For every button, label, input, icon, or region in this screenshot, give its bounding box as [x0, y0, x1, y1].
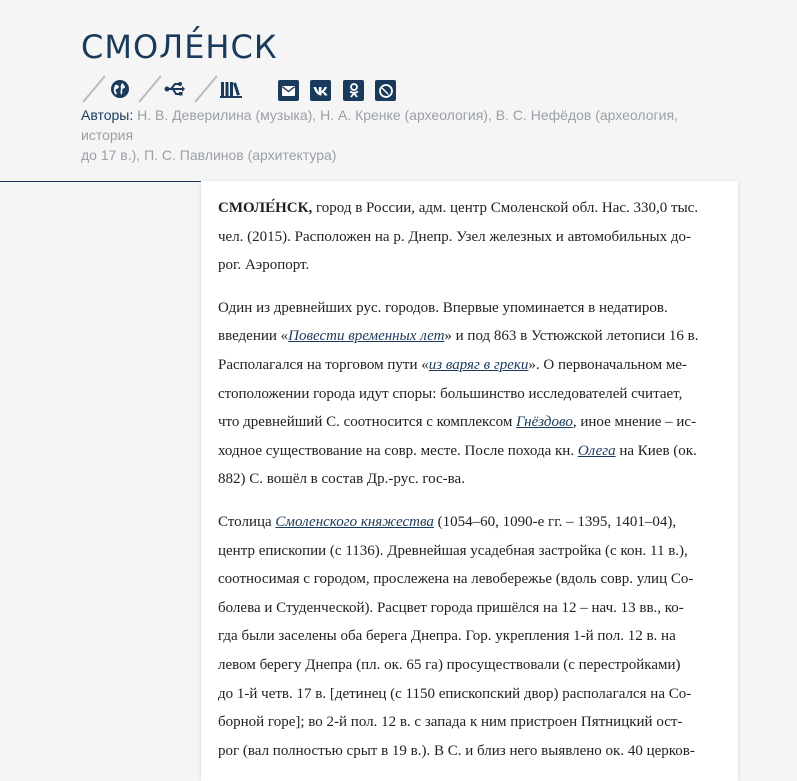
text-line: Столица	[218, 513, 276, 530]
text-line: чел. (2015). Расположен на р. Днепр. Узел железных и автомобильных до-	[218, 228, 691, 245]
link-gnezdovo[interactable]: Гнёздово	[516, 414, 573, 431]
authors	[81, 105, 721, 165]
text-line: что древнейший С. соотносится с комплексом	[218, 414, 517, 431]
authors-names: Н. В. Деверилина (музыка), Н. А. Кренке (археология), В. С. Нефёдов (археология, история	[81, 107, 678, 143]
headword: СМОЛЕ́НСК,	[218, 200, 313, 216]
text-line: рог. Аэропорт.	[218, 257, 310, 274]
text-line: город в России, адм. центр Смоленской обл. Нас. 330,0 тыс.	[312, 200, 699, 216]
divider-slash	[194, 75, 217, 102]
text-line: ». О первоначальном ме-	[528, 356, 688, 373]
text-line: рог (вал полностью срыт в 19 в.). В С. и близ него выявлено ок. 40 церков-	[218, 742, 695, 759]
text-line: ходное существование на совр. месте. После похода кн.	[218, 442, 578, 459]
text-line: соотносимая с городом, прослежена на левобережье (вдоль совр. улиц Со-	[218, 571, 694, 588]
usb-share-icon[interactable]	[164, 78, 186, 100]
odnoklassniki-icon[interactable]	[343, 80, 364, 101]
text-line: Один из древнейших рус. городов. Впервые упоминается в недатиров.	[218, 299, 668, 316]
text-line: 882) С. вошёл в состав Др.-рус. гос-ва.	[218, 471, 465, 488]
text-line: центр епископии (с 1136). Древнейшая усадебная застройка (с кон. 11 в.),	[218, 542, 688, 559]
authors-line: до 17 в.), П. С. Павлинов (архитектура)	[81, 147, 337, 163]
text-line: до 1-й четв. 17 в. [детинец (с 1150 епископский двор) располагался на Со-	[218, 685, 692, 702]
text-line: на Киев (ок.	[615, 442, 697, 459]
divider-slash	[82, 75, 105, 102]
text-line: борной горе]; во 2-й пол. 12 в. с запада к ним пристроен Пятницкий ост-	[218, 714, 683, 731]
text-line: введении «	[218, 328, 289, 345]
vk-icon[interactable]	[310, 80, 331, 101]
text-line: левом берегу Днепра (пл. ок. 65 га) просуществовали (с перестройками)	[218, 656, 681, 673]
authors-label: Авторы:	[81, 107, 134, 123]
globe-icon[interactable]	[109, 78, 131, 100]
livejournal-icon[interactable]	[375, 80, 396, 101]
link-smolenskoe-knyazhestvo[interactable]: Смоленского княжества	[275, 513, 434, 530]
text-line: » и под 863 в Устюжской летописи 16 в.	[444, 328, 699, 345]
link-oleg[interactable]: Олега	[577, 442, 616, 459]
mail-icon[interactable]	[278, 80, 299, 101]
article-header	[81, 25, 761, 163]
paragraph	[218, 294, 720, 494]
link-iz-varyag-v-greki[interactable]: из варяг в греки	[428, 356, 529, 373]
divider-slash	[138, 75, 161, 102]
text-line: (1054–60, 1090-е гг. – 1395, 1401–04),	[433, 513, 677, 530]
text-line: болева и Студенческой). Расцвет города пришёлся на 12 – нач. 13 вв., ко-	[218, 599, 684, 616]
authors-line	[81, 105, 721, 145]
page-title: СМОЛЕ́НСК	[81, 28, 278, 66]
paragraph	[218, 194, 720, 280]
text-line: , иное мнение – ис-	[572, 414, 697, 431]
text-line: стоположении города идут споры: большинство исследователей считает,	[218, 385, 683, 402]
link-povest-vremennykh-let[interactable]: Повести временных лет	[288, 328, 445, 345]
paragraph	[218, 508, 720, 765]
text-line: гда были заселены оба берега Днепра. Гор. укрепления 1-й пол. 12 в. на	[218, 628, 676, 645]
text-line: Располагался на торговом пути «	[218, 356, 429, 373]
article-body	[201, 181, 738, 781]
library-books-icon[interactable]	[220, 78, 242, 100]
